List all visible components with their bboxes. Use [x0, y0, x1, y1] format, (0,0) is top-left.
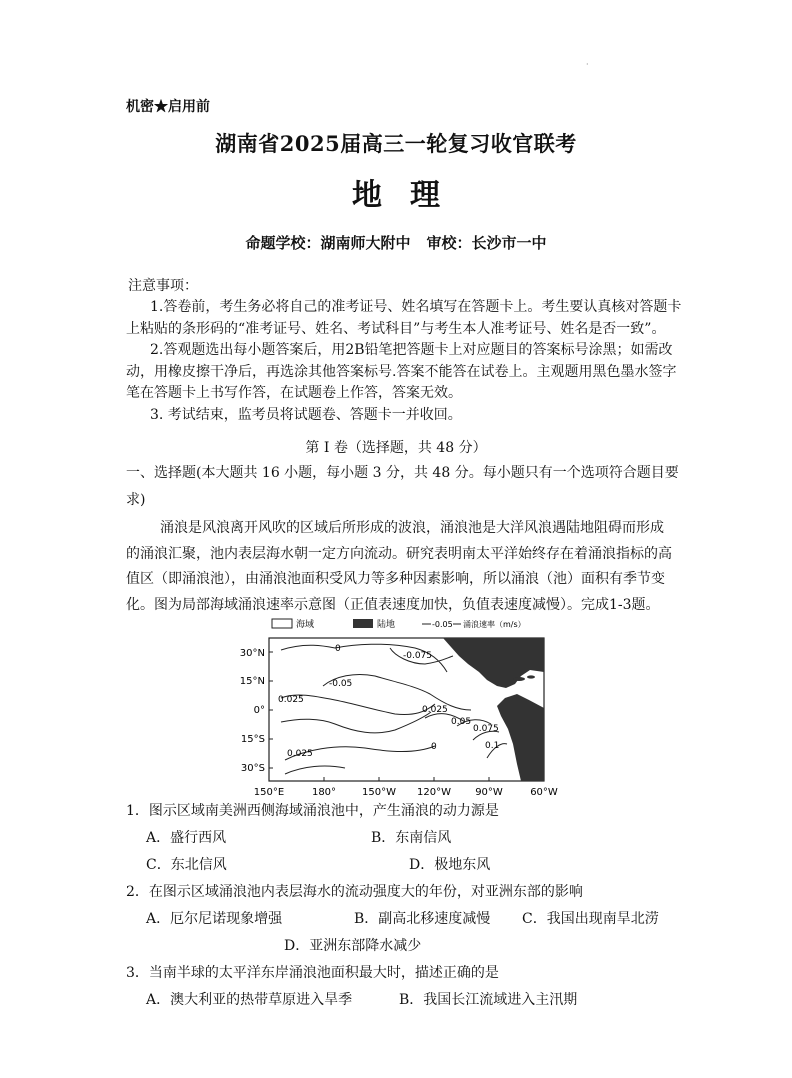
question-1-option-d: D．极地东风: [409, 857, 491, 873]
caribbean-island: [513, 677, 525, 681]
question-1-option-a: A．盛行西风: [146, 830, 227, 846]
longitude-labels: [254, 787, 558, 798]
confidential-label: 机密★启用前: [126, 99, 210, 115]
question-1-option-b: B．东南信风: [371, 830, 452, 846]
passage-line-2: 的涌浪汇聚，池内表层海水朝一定方向流动。研究表明南太平洋始终存在着涌浪指标的高: [126, 546, 672, 562]
swell-rate-map: [225, 614, 565, 798]
latitude-labels: [240, 648, 265, 774]
question-3-option-b: B．我国长江流域进入主汛期: [399, 992, 578, 1008]
question-2-stem: 2．在图示区域涌浪池内表层海水的流动强度大的年份，对亚洲东部的影响: [126, 884, 583, 900]
passage-line-4: 化。图为局部海域涌浪速率示意图（正值表速度加快，负值表速度减慢）。完成1-3题。: [126, 597, 660, 613]
part-1-heading: 第 Ⅰ 卷（选择题，共 48 分）: [305, 440, 487, 456]
legend-sea-label: 海域: [296, 620, 315, 630]
lon-label: 150°W: [362, 787, 396, 798]
exam-title: 湖南省2025届高三一轮复习收官联考: [215, 131, 577, 156]
question-2-option-c: C．我国出现南旱北涝: [522, 911, 659, 927]
lon-label: 150°E: [253, 787, 285, 798]
question-1-option-c: C．东北信风: [146, 857, 227, 873]
scan-speck: ·: [586, 60, 589, 69]
lon-label: 60°W: [530, 787, 558, 798]
lat-label: 0°: [253, 705, 265, 716]
setter-school: 命题学校：湖南师大附中: [245, 234, 411, 252]
passage-line-3: 值区（即涌浪池），由涌浪池面积受风力等多种因素影响，所以涌浪（池）面积有季节变: [126, 571, 665, 587]
contour-label-0025-west: 0.025: [278, 695, 304, 705]
contour-label-01: 0.1: [485, 741, 500, 751]
caribbean-island: [527, 675, 535, 678]
lon-label: 180°: [311, 787, 337, 798]
question-2-option-d: D．亚洲东部降水减少: [284, 938, 422, 954]
section-1-line-2: 求): [126, 492, 146, 508]
contour-label-neg0075: -0.075: [403, 651, 433, 661]
contour-label-005: 0.05: [451, 717, 472, 727]
note-1-line-1: 1.答卷前，考生务必将自己的准考证号、姓名填写在答题卡上。考生要认真核对答题卡: [150, 299, 682, 315]
question-3-stem: 3．当南半球的太平洋东岸涌浪池面积最大时，描述正确的是: [126, 965, 499, 981]
setter-line: [0, 232, 792, 253]
legend-land-swatch: [353, 619, 373, 628]
legend-sea-swatch: [272, 619, 292, 628]
question-2-option-a: A．厄尔尼诺现象增强: [146, 911, 283, 927]
section-1-line-1: 一、选择题(本大题共 16 小题，每小题 3 分，共 48 分。每小题只有一个选项符合题目要: [126, 465, 679, 481]
lat-label: 15°S: [240, 734, 265, 745]
note-2-line-3: 笔在答题卡上书写作答，在试题卷上作答，答案无效。: [126, 385, 462, 401]
legend-contour-value: -0.05: [432, 620, 453, 629]
question-2-option-b: B．副高北移速度减慢: [354, 911, 491, 927]
lon-label: 120°W: [417, 787, 451, 798]
passage-line-1: 涌浪是风浪离开风吹的区域后所形成的波浪，涌浪池是大洋风浪遇陆地阻碍而形成: [160, 520, 664, 536]
note-1-line-2: 上粘贴的条形码的“准考证号、姓名、考试科目”与考生本人准考证号、姓名是否一致”。: [126, 321, 666, 337]
contour-label-0075: 0.075: [473, 724, 499, 734]
contour-label-0-north: 0: [335, 644, 341, 654]
note-2-line-2: 动，用橡皮擦干净后，再选涂其他答案标号.答案不能答在试卷上。主观题用黑色墨水签字: [126, 364, 677, 380]
question-3-option-a: A．澳大利亚的热带草原进入旱季: [146, 992, 353, 1008]
note-2-line-1: 2.答观题选出每小题答案后，用2B铅笔把答题卡上对应题目的答案标号涂黑；如需改: [150, 342, 673, 358]
legend-land-label: 陆地: [377, 620, 396, 630]
subject-title: 地理: [352, 178, 468, 213]
contour-label-neg005: -0.05: [329, 679, 353, 689]
notes-heading: 注意事项：: [128, 278, 198, 294]
contour-label-0025-south: 0.025: [287, 749, 313, 759]
contour-label-0025-east: 0.025: [422, 705, 448, 715]
lat-label: 30°N: [239, 648, 265, 659]
contour-label-0-south: 0: [431, 742, 437, 752]
note-3: 3. 考试结束，监考员将试题卷、答题卡一并收回。: [150, 407, 462, 423]
lat-label: 15°N: [239, 676, 265, 687]
lon-label: 90°W: [475, 787, 503, 798]
question-1-stem: 1．图示区域南美洲西侧海域涌浪池中，产生涌浪的动力源是: [126, 803, 499, 819]
lat-label: 30°S: [240, 763, 265, 774]
legend-contour-label: 涌浪速率（m/s）: [463, 620, 526, 629]
reviewer-school: 审校：长沙市一中: [426, 234, 547, 252]
